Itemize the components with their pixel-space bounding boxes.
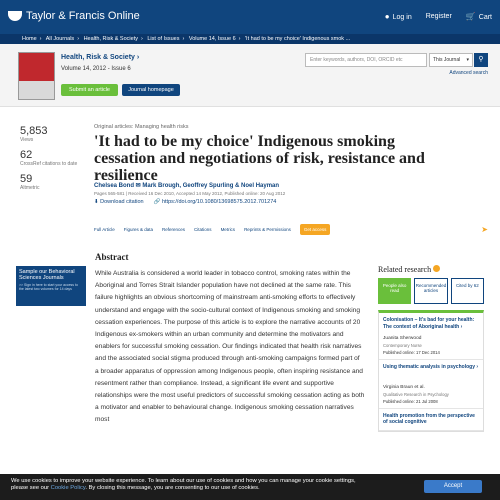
related-list — [378, 310, 484, 432]
figures-tab[interactable]: Figures & data — [123, 226, 154, 232]
search-icon: ⚲ — [478, 56, 484, 63]
citations-tab[interactable]: Citations — [194, 226, 212, 232]
brand-logo[interactable] — [8, 10, 140, 22]
download-citation-link[interactable]: ⬇ Download citation — [94, 199, 144, 205]
article-type: Original articles: Managing health risks — [94, 124, 189, 130]
related-title[interactable]: Health promotion from the perspective of social cognitive — [383, 412, 475, 425]
accept-cookies-button[interactable]: Accept — [424, 480, 482, 493]
full-article-tab[interactable]: Full Article — [94, 226, 115, 232]
views-label: Views — [20, 137, 34, 143]
references-tab[interactable]: References — [162, 226, 186, 232]
list-item — [379, 360, 483, 409]
journal-volume: Volume 14, 2012 - Issue 6 — [61, 66, 131, 72]
related-title[interactable]: Colonisation – It's bad for your health: The context of Aboriginal health › — [383, 317, 475, 330]
metrics-tab[interactable]: Metrics — [220, 226, 236, 232]
related-date: Published online: 21 Jul 2008 — [383, 398, 438, 404]
get-access-button[interactable]: Get access — [300, 224, 331, 235]
article-toolbar — [94, 222, 494, 236]
related-title[interactable]: Using thematic analysis in psychology › — [383, 364, 479, 370]
journal-cover[interactable] — [18, 52, 55, 100]
breadcrumb: Home › All Journals › Health, Risk & Society › List of Issues › Volume 14, Issue 6 › 'It had to be my choice' Indigenous smok ... — [0, 34, 500, 44]
list-item — [379, 409, 483, 431]
journal-homepage-button[interactable]: Journal homepage — [122, 84, 180, 96]
related-author: Juanita Sherwood — [383, 336, 422, 341]
abstract-text: While Australia is considered a world leader in tobacco control, smoking rates within the Aboriginal and Torres Strait Islander population have not declined at the same rate. This failure highlights an obvious shortcoming of mainstream anti-smoking efforts to effectively understand and engage with the socio-cultural context of Indigenous smoking and smoking cessation experiences. The purpose of this article is to explore the narrative accounts of 20 Indigenous ex-smokers within an urban community and determine the motivators and enablers for successful smoking cessation. Our findings indicated that health risk narratives and the associated social stigma produced through anti-smoking campaigns formed part of a broader apparatus of oppression among Indigenous people, often inspiring resistance and resentment rather than compliance. Instead, a significant life event and supportive relationships were the most useful predictors of successful smoking cessation acting as both a motivator and enabler to behavioural change. Indigenous smoking cessation narratives most — [95, 270, 365, 424]
altmetric-count[interactable]: 59 — [20, 173, 33, 185]
search-scope-select[interactable]: This Journal ▾ — [429, 53, 473, 67]
cookie-text-line2: please see our Cookie Policy. By closing this message, you are consenting to our use of cookies. — [11, 485, 260, 491]
views-count: 5,853 — [20, 125, 48, 137]
doi-link[interactable]: 🔗 https://doi.org/10.1080/13698575.2012.701274 — [153, 199, 277, 205]
login-link[interactable]: ● Log in — [384, 12, 412, 21]
cookie-text-line1: We use cookies to improve your website experience. To learn about our use of cookies and how you can manage your cookie settings, — [11, 478, 356, 484]
crossref-count[interactable]: 62 — [20, 149, 33, 161]
promo-title: Sample our Behavioral Sciences Journals — [19, 269, 75, 281]
promo-banner[interactable] — [16, 266, 86, 306]
submit-article-button[interactable]: Submit an article — [61, 84, 118, 96]
crossref-label: CrossRef citations to date — [20, 161, 78, 167]
link-icon: 🔗 — [153, 199, 162, 205]
advanced-search-link[interactable]: Advanced search — [449, 70, 488, 76]
cart-icon: 🛒 — [465, 12, 476, 21]
search-button[interactable] — [474, 53, 488, 67]
cookie-policy-link[interactable]: Cookie Policy — [50, 485, 86, 491]
info-icon[interactable] — [433, 265, 440, 272]
download-icon: ⬇ — [94, 199, 101, 205]
register-link[interactable]: Register — [425, 13, 452, 20]
brand-name: Taylor & Francis Online — [26, 10, 140, 22]
crumb-article: 'It had to be my choice' Indigenous smok ... — [245, 36, 351, 42]
journal-title[interactable]: Health, Risk & Society › — [61, 54, 140, 61]
related-date: Published online: 17 Dec 2014 — [383, 350, 440, 355]
crumb-journals[interactable]: All Journals — [45, 36, 75, 42]
cart-link[interactable]: 🛒 Cart — [465, 12, 492, 21]
share-icon[interactable]: ➤ — [481, 225, 488, 234]
article-dates: Pages 565-581 | Received 16 Dec 2010, Accepted 14 May 2012, Published online: 20 Aug 2012 — [94, 191, 286, 196]
reprints-tab[interactable]: Reprints & Permissions — [244, 226, 291, 232]
article-metrics — [20, 125, 80, 197]
article-authors[interactable]: Chelsea Bond ✉ Mark Brough, Geoffrey Spurling & Noel Hayman — [94, 183, 280, 189]
user-icon: ● — [384, 12, 390, 21]
related-research-heading: Related research — [378, 265, 440, 274]
crumb-journal[interactable]: Health, Risk & Society — [83, 36, 138, 42]
tab-recommended[interactable]: Recommended articles — [414, 278, 447, 304]
tab-people-also-read[interactable]: People also read — [378, 278, 411, 304]
altmetric-label: Altmetric — [20, 185, 40, 191]
cookie-banner — [0, 474, 500, 500]
list-item — [379, 313, 483, 360]
crumb-issue[interactable]: Volume 14, Issue 6 — [188, 36, 236, 42]
crumb-issues[interactable]: List of Issues — [147, 36, 180, 42]
search-input[interactable]: Enter keywords, authors, DOI, ORCID etc — [305, 53, 427, 67]
promo-sub: >> Sign in here to start your access to the latest two volumes for 14 days — [19, 283, 78, 291]
related-journal: Qualitative Research in Psychology — [383, 391, 449, 397]
lamp-icon — [8, 11, 22, 21]
crumb-home[interactable]: Home — [22, 36, 37, 42]
related-author: Virginia Braun et al. — [383, 384, 425, 390]
abstract-heading: Abstract — [95, 252, 129, 262]
article-title: 'It had to be my choice' Indigenous smoking cessation and negotiations of risk, resistance and resilience — [94, 133, 425, 184]
related-journal: Contemporary Nurse — [383, 343, 422, 348]
tab-cited-by[interactable]: Cited by 62 — [451, 278, 484, 304]
journal-header — [0, 44, 500, 107]
chevron-down-icon: ▾ — [466, 57, 469, 63]
site-header — [0, 0, 500, 34]
